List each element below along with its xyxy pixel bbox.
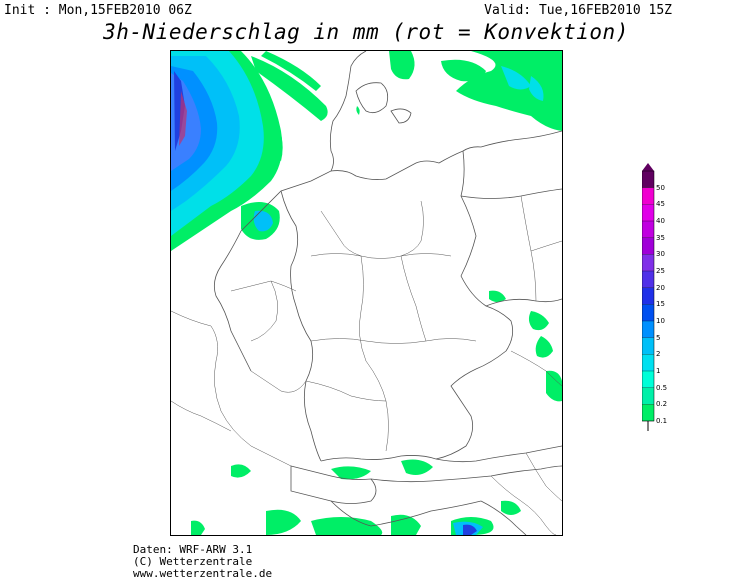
legend-swatch-40 xyxy=(642,204,654,221)
legend-label-0.5: 0.5 xyxy=(656,383,668,392)
legend-swatch-2 xyxy=(642,338,654,355)
credit-copyright: (C) Wetterzentrale xyxy=(133,555,253,568)
credit-data-source: Daten: WRF-ARW 3.1 xyxy=(133,543,253,556)
legend-swatch-0.5 xyxy=(642,371,654,388)
legend-label-20: 20 xyxy=(656,283,665,292)
legend-swatch-20 xyxy=(642,271,654,288)
legend-swatch-50 xyxy=(642,171,654,188)
legend-label-10: 10 xyxy=(656,317,665,325)
legend-swatch-0.1 xyxy=(642,404,654,421)
legend-swatch-30 xyxy=(642,238,654,255)
legend-swatch-35 xyxy=(642,221,654,238)
credit-website-link[interactable]: www.wetterzentrale.de xyxy=(133,567,273,580)
legend-label-15: 15 xyxy=(656,300,665,309)
valid-time: Valid: Tue,16FEB2010 15Z xyxy=(484,3,672,18)
map-title: 3h-Niederschlag in mm (rot = Konvektion) xyxy=(103,20,629,44)
legend-swatch-45 xyxy=(642,188,654,205)
legend-top-arrow xyxy=(642,163,654,171)
legend-label-35: 35 xyxy=(656,233,665,242)
legend-label-1: 1 xyxy=(656,367,661,375)
legend-swatch-1 xyxy=(642,354,654,371)
precip-northwest-band xyxy=(171,51,328,251)
legend-label-25: 25 xyxy=(656,267,665,275)
legend-label-30: 30 xyxy=(656,250,665,259)
legend-color-bar xyxy=(642,163,656,433)
precip-south xyxy=(191,459,521,535)
precip-east xyxy=(489,291,562,402)
legend-label-0.1: 0.1 xyxy=(656,417,668,425)
init-time: Init : Mon,15FEB2010 06Z xyxy=(4,3,192,18)
legend-label-5: 5 xyxy=(656,333,661,342)
legend-swatch-0.2 xyxy=(642,388,654,405)
precipitation-map xyxy=(170,50,563,536)
data-credits xyxy=(133,544,272,580)
legend-swatch-5 xyxy=(642,321,654,338)
precip-legend xyxy=(642,163,702,433)
legend-label-40: 40 xyxy=(656,217,665,225)
legend-label-50: 50 xyxy=(656,183,665,192)
legend-swatch-25 xyxy=(642,254,654,271)
legend-swatch-15 xyxy=(642,288,654,305)
legend-label-2: 2 xyxy=(656,350,661,359)
legend-swatch-10 xyxy=(642,304,654,321)
legend-label-45: 45 xyxy=(656,200,665,209)
legend-label-0.2: 0.2 xyxy=(656,400,668,409)
